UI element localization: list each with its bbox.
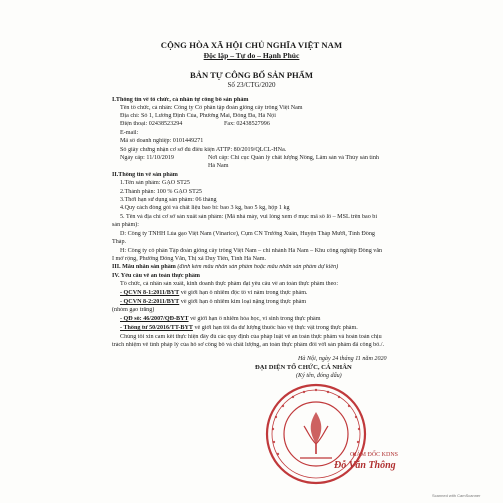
signer-title: GIÁM ĐỐC KDNS bbox=[350, 452, 399, 458]
tax-code: Mã số doanh nghiệp: 0101449271 bbox=[120, 138, 204, 144]
factory-h-cont: I mở rộng, Phường Đồng Văn, Thị xã Duy Tiên, Tỉnh Hà Nam. bbox=[112, 256, 266, 262]
food-safety-cert: Số giấy chứng nhận cơ sở đủ điều kiện ATTP: 80/2019/QLCL-HNa. bbox=[120, 147, 287, 153]
product-ingredient: 2.Thành phần: 100 % GẠO ST25 bbox=[120, 189, 202, 195]
product-shelf-life: 3.Thời hạn sử dụng sản phẩm: 06 tháng bbox=[120, 197, 217, 203]
factory-d-cont: Tháp. bbox=[112, 239, 127, 245]
sign-note: (Ký tên, đóng dấu) bbox=[296, 373, 342, 379]
product-packaging: 4.Quy cách đóng gói và chất liệu bao bì: bao 3 kg, bao 5 kg, hộp 1 kg bbox=[120, 205, 290, 211]
factory-d: D: Công ty TNHH Lúa gạo Việt Nam (Vinarice), Cụm CN Trường Xuân, Huyện Tháp Mười, Tỉnh Đồng bbox=[120, 231, 375, 237]
org-name: Tên tổ chức, cá nhân: Công ty Cổ phần tập đoàn giống cây trồng Việt Nam bbox=[120, 105, 303, 111]
circular-50 bbox=[120, 325, 423, 332]
circular-50-code: - Thông tư 50/2016/TT-BYT bbox=[120, 325, 193, 331]
org-email: E-mail: bbox=[120, 130, 139, 136]
document-number: Số 23/CTG/2020 bbox=[227, 81, 276, 89]
section1-heading: I.Thông tin về tổ chức, cá nhân tự công bố sản phẩm bbox=[112, 97, 249, 103]
qcvn-8-2 bbox=[120, 299, 423, 306]
signing-date: Hà Nội, ngày 24 tháng 11 năm 2020 bbox=[298, 356, 387, 362]
decision-46-text: về giới hạn ô nhiễm hóa học, vi sinh trong thực phẩm bbox=[188, 316, 321, 322]
section3-line bbox=[112, 264, 423, 271]
qcvn-8-1 bbox=[120, 290, 423, 297]
safety-intro: Tổ chức, cá nhân sản xuất, kinh doanh thực phẩm đạt yêu cầu về an toàn thực phẩm theo: bbox=[120, 281, 339, 287]
qcvn-8-1-text: về giới hạn ô nhiễm độc tố vi nấm trong thực phẩm. bbox=[179, 290, 308, 296]
product-name: 1.Tên sản phẩm: GẠO ST25 bbox=[120, 180, 190, 186]
qcvn-8-2-text: về giới hạn ô nhiễm kim loại nặng trong thực phẩm bbox=[179, 299, 307, 305]
org-fax: Fax: 02438527996 bbox=[224, 121, 270, 127]
production-facility: 5. Tên và địa chỉ cơ sở sản xuất sản phẩm: (Mã nhà máy, vui lòng xem ở mục mã số lô – MSL trên bao bì bbox=[120, 214, 378, 220]
qcvn-8-2-code: - QCVN 8-2:2011/BYT bbox=[120, 299, 180, 305]
representative-title: ĐẠI DIỆN TỔ CHỨC, CÁ NHÂN bbox=[255, 364, 352, 371]
cert-issue-place-cont: Hà Nam bbox=[208, 163, 229, 169]
factory-h: H: Công ty cổ phần Tập đoàn giống cây trồng Việt Nam – chi nhánh Hà Nam – Khu công nghiệp Đồng văn bbox=[120, 248, 383, 254]
cert-issue-date: Ngày cấp: 11/10/2019 bbox=[120, 155, 174, 161]
circular-50-text: về giới hạn tối đa dư lượng thuốc bảo vệ thực vật trong thực phẩm. bbox=[192, 325, 358, 331]
motto: Độc lập – Tự do – Hạnh Phúc bbox=[203, 51, 300, 60]
document-title: BẢN TỰ CÔNG BỐ SẢN PHẨM bbox=[190, 70, 313, 80]
production-facility-cont: sản phẩm): bbox=[112, 222, 139, 228]
section3-heading: III. Mẫu nhãn sản phẩm bbox=[112, 264, 176, 270]
decision-46 bbox=[120, 316, 423, 323]
qcvn-8-1-code: - QCVN 8-1:2011/BYT bbox=[120, 290, 180, 296]
commitment: Chúng tôi xin cam kết thực hiện đầy đủ các quy định của pháp luật về an toàn thực phẩm và hoàn toàn chịu bbox=[120, 334, 382, 340]
country-header: CỘNG HÒA XÃ HỘI CHỦ NGHĨA VIỆT NAM bbox=[160, 40, 343, 50]
qcvn-8-2-group: (nhóm gạo trắng) bbox=[112, 307, 155, 313]
decision-46-code: - QĐ số: 46/2007/QĐ-BYT bbox=[120, 316, 189, 322]
section3-note: (đính kèm mẫu nhãn sản phẩm hoặc mẫu nhãn sản phẩm dự kiến) bbox=[177, 264, 339, 270]
org-address: Địa chỉ: Số 1, Lương Định Của, Phương Mai, Đống Đa, Hà Nội bbox=[120, 113, 276, 119]
scanner-watermark: Scanned with CamScanner bbox=[432, 493, 481, 498]
section4-heading: IV. Yêu cầu về an toàn thực phẩm bbox=[112, 273, 200, 279]
org-phone: Điện thoại: 02438523294 bbox=[120, 121, 183, 127]
signer-name: Đỗ Văn Thông bbox=[334, 460, 396, 471]
commitment-cont: trách nhiệm về tính pháp lý của hồ sơ công bố và chất lượng, an toàn thực phẩm đối với sản phẩm đã công bố./. bbox=[112, 342, 384, 348]
cert-issue-place: Nơi cấp: Chi cục Quản lý chất lượng Nông, Lâm sản và Thủy sản tỉnh bbox=[208, 155, 379, 161]
section2-heading: II.Thông tin về sản phẩm bbox=[112, 172, 178, 178]
